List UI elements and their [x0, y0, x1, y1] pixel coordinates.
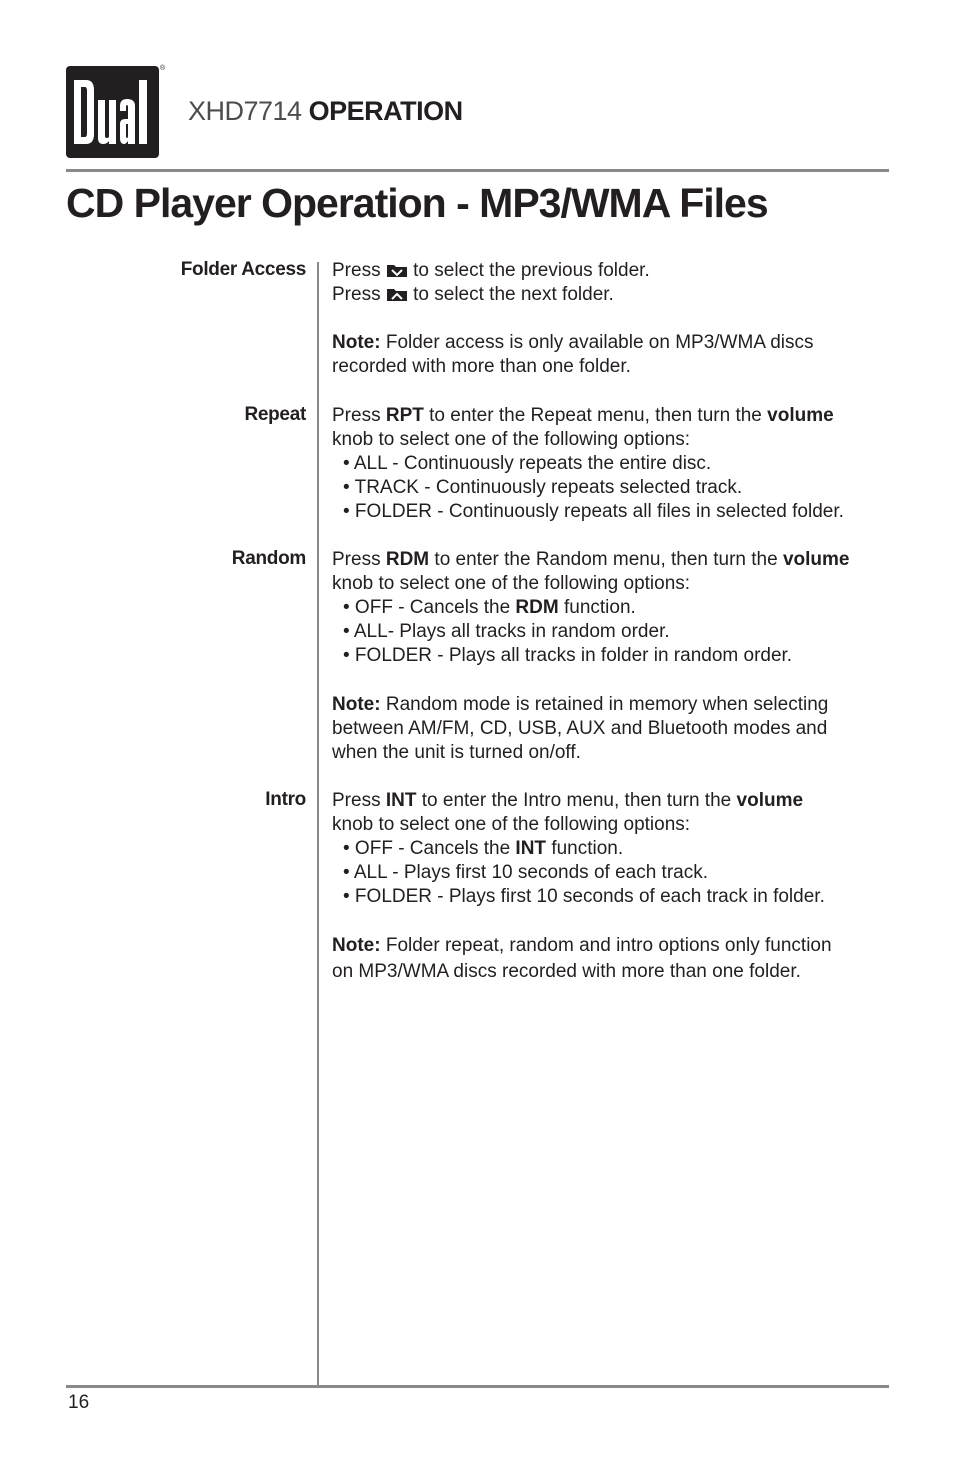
bottom-divider — [66, 1385, 889, 1388]
list-item: • FOLDER - Plays all tracks in folder in random order. — [343, 645, 793, 667]
note-label: Note: — [332, 332, 381, 354]
list-item: • OFF - Cancels the RDM function. — [343, 597, 636, 619]
section-label-intro: Intro — [265, 789, 306, 810]
key-rdm: RDM — [385, 549, 430, 570]
page-title: CD Player Operation - MP3/WMA Files — [66, 180, 768, 226]
key-int: INT — [385, 790, 417, 811]
list-item: • ALL- Plays all tracks in random order. — [343, 621, 670, 643]
dual-logo — [66, 66, 159, 158]
page-header — [188, 96, 463, 127]
list-item: • FOLDER - Continuously repeats all files in selected folder. — [343, 501, 844, 523]
list-item: • OFF - Cancels the INT function. — [343, 838, 624, 860]
model-name: XHD7714 — [188, 96, 302, 126]
column-divider — [317, 262, 319, 1386]
volume-label: volume — [736, 790, 804, 811]
section-body-random: Press RDM to enter the Random menu, then turn the volume knob to select one of the following options: • OFF - Cancels the RDM function. • ALL- Plays all tracks in random order. • FOLDER - Plays all tracks in folder in random order. Note: Random mode is retained in memory when selecting between AM/FM, CD, USB, AUX and Bluetooth modes and when the unit is turned on/off. — [332, 548, 892, 765]
section-label-repeat: Repeat — [244, 404, 306, 425]
operation-label: OPERATION — [308, 96, 463, 126]
note-label: Note: — [332, 693, 381, 715]
folder-down-icon — [386, 264, 408, 278]
list-item: • ALL - Plays first 10 seconds of each track. — [343, 862, 709, 884]
key-rpt: RPT — [385, 405, 424, 426]
section-label-folder-access: Folder Access — [180, 259, 306, 280]
list-item: • ALL - Continuously repeats the entire disc. — [343, 453, 712, 475]
list-item: • TRACK - Continuously repeats selected track. — [343, 477, 743, 499]
top-divider — [66, 169, 889, 172]
volume-label: volume — [782, 549, 850, 570]
folder-up-icon — [386, 288, 408, 302]
section-label-random: Random — [231, 548, 306, 569]
section-body-repeat: Press RPT to enter the Repeat menu, then turn the volume knob to select one of the following options: • ALL - Continuously repeats the entire disc. • TRACK - Continuously repeats selected track. • FOLDER - Continuously repeats all files in selected folder. — [332, 404, 892, 524]
section-body-intro: Press INT to enter the Intro menu, then turn the volume knob to select one of the following options: • OFF - Cancels the INT function. • ALL - Plays first 10 seconds of each track. • FOLDER - Plays first 10 seconds of each track in folder. Note: Folder repeat, random and intro options only function on MP3/WMA discs recorded with more than one folder. — [332, 789, 892, 984]
list-item: • FOLDER - Plays first 10 seconds of each track in folder. — [343, 886, 825, 908]
registered-mark: ® — [160, 65, 166, 72]
section-body-folder-access: Press to select the previous folder. Press to select the next folder. Note: Folder access is only available on MP3/WMA discs recorded with more than one folder. — [332, 260, 814, 378]
volume-label: volume — [767, 405, 834, 426]
page-number: 16 — [68, 1392, 90, 1413]
note-label: Note: — [332, 934, 381, 956]
